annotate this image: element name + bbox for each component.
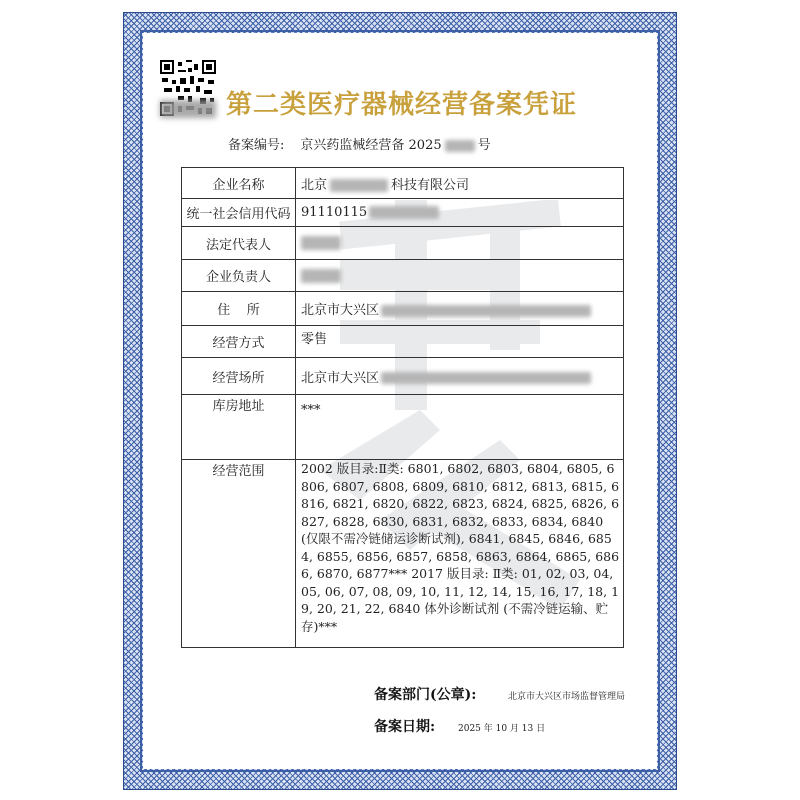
row-person-in-charge <box>182 260 624 292</box>
department-label: 备案部门(公章): <box>374 687 477 703</box>
legal-rep-redaction <box>301 236 341 250</box>
business-scope-label: 经营范围 <box>182 460 296 648</box>
credit-code-redaction <box>369 206 439 219</box>
credit-code-prefix: 91110115 <box>301 205 368 220</box>
department-value: 北京市大兴区市场监督管理局 <box>508 692 626 702</box>
person-in-charge-redaction <box>301 269 341 283</box>
row-warehouse <box>182 395 624 460</box>
warehouse-label: 库房地址 <box>182 395 296 460</box>
business-mode-value: 零售 <box>296 326 624 358</box>
legal-rep-label: 法定代表人 <box>182 227 296 260</box>
record-number-prefix: 京兴药监械经营备 2025 <box>300 138 442 153</box>
certificate-title: 第二类医疗器械经营备案凭证 <box>226 90 578 120</box>
qr-code-redaction <box>160 100 216 118</box>
credit-code-value <box>296 199 624 227</box>
warehouse-value: *** <box>296 395 624 460</box>
row-residence <box>182 292 624 326</box>
business-premises-value <box>296 358 624 395</box>
date-value: 2025 年 10 月 13 日 <box>458 724 546 734</box>
date-label: 备案日期: <box>374 719 436 735</box>
row-business-mode <box>182 326 624 358</box>
business-mode-label: 经营方式 <box>182 326 296 358</box>
certificate-table <box>181 167 624 648</box>
row-business-premises <box>182 358 624 395</box>
business-premises-prefix: 北京市大兴区 <box>301 370 380 386</box>
legal-rep-value <box>296 227 624 260</box>
residence-redaction <box>381 305 591 317</box>
company-name-suffix: 科技有限公司 <box>391 177 470 193</box>
company-name-redaction <box>330 179 388 192</box>
residence-value <box>296 292 624 326</box>
residence-label: 住 所 <box>182 292 296 326</box>
record-number-line <box>228 134 491 153</box>
record-number-redaction <box>445 140 475 152</box>
row-credit-code <box>182 199 624 227</box>
record-number-label: 备案编号: <box>228 138 285 153</box>
company-name-label: 企业名称 <box>182 168 296 199</box>
person-in-charge-value <box>296 260 624 292</box>
business-scope-value: 2002 版目录:Ⅱ类: 6801, 6802, 6803, 6804, 6805, 6806, 6807, 6808, 6809, 6810, 6812, 6813, 6815, 6816, 6821, 6820, 6822, 6823, 6824, 6825, 6826, 6827, 6828, 6830, 6831, 6832, 6833, 6834, 6840 (仅限不需冷链储运诊断试剂), 6841, 6845, 6846, 6854, 6855, 6856, 6857, 6858, 6863, 6864, 6865, 6866, 6870, 6877*** 2017 版目录: Ⅱ类: 01, 02, 03, 04, 05, 06, 07, 08, 09, 10, 11, 12, 14, 15, 16, 17, 18, 19, 20, 21, 22, 6840 体外诊断试剂 (不需冷链运输、贮存)*** <box>296 460 624 648</box>
record-number-suffix: 号 <box>477 138 491 153</box>
business-premises-redaction <box>381 372 591 384</box>
residence-prefix: 北京市大兴区 <box>301 303 380 318</box>
company-name-value <box>296 168 624 199</box>
row-legal-rep <box>182 227 624 260</box>
row-company-name <box>182 168 624 199</box>
business-premises-label: 经营场所 <box>182 358 296 395</box>
person-in-charge-label: 企业负责人 <box>182 260 296 292</box>
row-business-scope <box>182 460 624 648</box>
company-name-prefix: 北京 <box>301 177 328 193</box>
credit-code-label: 统一社会信用代码 <box>182 199 296 227</box>
